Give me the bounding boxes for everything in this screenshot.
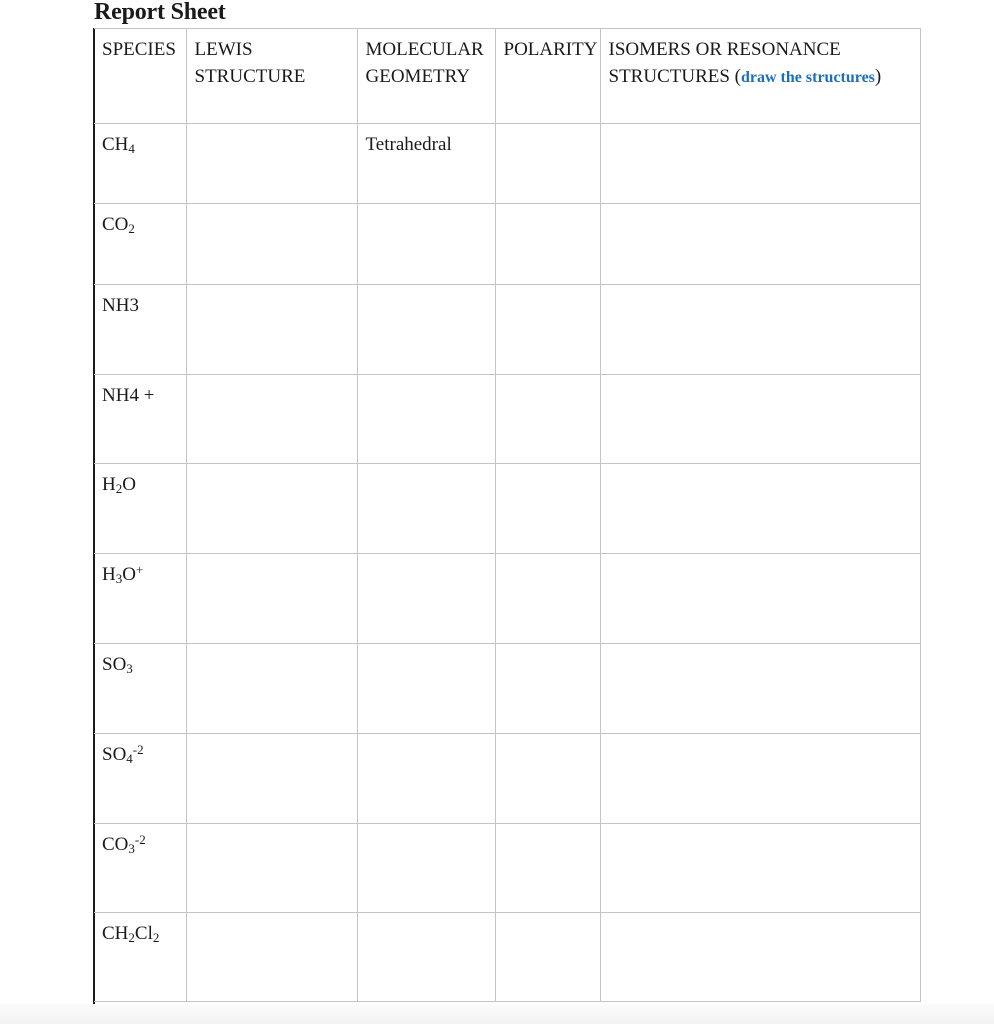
table-row	[94, 464, 920, 554]
cell-species	[94, 554, 186, 644]
species-base: NH4 +	[102, 385, 155, 406]
cell-polarity[interactable]	[495, 375, 600, 464]
species-charge: -2	[134, 832, 146, 847]
page-title: Report Sheet	[94, 0, 226, 25]
cell-lewis-structure[interactable]	[186, 734, 357, 824]
species-base: CO	[102, 834, 129, 855]
table-row	[94, 913, 920, 1002]
table-row	[94, 734, 920, 824]
cell-isomers[interactable]	[600, 375, 920, 464]
cell-isomers[interactable]	[600, 734, 920, 824]
cell-isomers[interactable]	[600, 124, 920, 204]
cell-lewis-structure[interactable]	[186, 464, 357, 554]
species-subscript: 3	[128, 841, 135, 856]
table-row	[94, 824, 920, 913]
cell-species	[94, 285, 186, 375]
species-base: CO	[102, 214, 129, 235]
cell-polarity[interactable]	[495, 124, 600, 204]
cell-molecular-geometry[interactable]	[357, 204, 495, 285]
species-charge: +	[135, 562, 144, 577]
cell-polarity[interactable]	[495, 644, 600, 734]
header-isomers-instruction: draw the structures	[741, 68, 875, 86]
header-polarity: POLARITY	[495, 29, 600, 124]
species-subscript: 2	[128, 221, 135, 236]
species-tail: O	[122, 564, 136, 585]
species-subscript: 2	[128, 930, 135, 945]
table-row	[94, 285, 920, 375]
table-row	[94, 124, 920, 204]
header-species: SPECIES	[94, 29, 186, 124]
cell-species	[94, 913, 186, 1002]
cell-molecular-geometry[interactable]: Tetrahedral	[357, 124, 495, 204]
cell-polarity[interactable]	[495, 734, 600, 824]
species-subscript: 2	[115, 481, 123, 496]
header-isomers	[600, 29, 920, 124]
species-tail: O	[122, 474, 136, 495]
cell-lewis-structure[interactable]	[186, 554, 357, 644]
cell-polarity[interactable]	[495, 554, 600, 644]
species-base: CH	[102, 923, 129, 944]
species-subscript: 4	[128, 141, 135, 156]
cell-isomers[interactable]	[600, 554, 920, 644]
table-body	[94, 124, 920, 1002]
cell-polarity[interactable]	[495, 824, 600, 913]
header-lewis-structure: LEWIS STRUCTURE	[186, 29, 357, 124]
species-subscript: 3	[115, 571, 123, 586]
cell-isomers[interactable]	[600, 464, 920, 554]
cell-polarity[interactable]	[495, 913, 600, 1002]
species-base: SO	[102, 654, 127, 675]
species-base: SO	[102, 744, 127, 765]
cell-isomers[interactable]	[600, 285, 920, 375]
cell-molecular-geometry[interactable]	[357, 464, 495, 554]
cell-polarity[interactable]	[495, 285, 600, 375]
table-row	[94, 375, 920, 464]
cell-polarity[interactable]	[495, 464, 600, 554]
cell-lewis-structure[interactable]	[186, 375, 357, 464]
cell-isomers[interactable]	[600, 913, 920, 1002]
cell-molecular-geometry[interactable]	[357, 913, 495, 1002]
cell-lewis-structure[interactable]	[186, 285, 357, 375]
table-row	[94, 204, 920, 285]
cell-species	[94, 464, 186, 554]
report-table	[94, 28, 921, 1002]
bottom-edge	[0, 1004, 994, 1024]
cell-molecular-geometry[interactable]	[357, 285, 495, 375]
cell-isomers[interactable]	[600, 644, 920, 734]
cell-molecular-geometry[interactable]	[357, 824, 495, 913]
cell-species	[94, 124, 186, 204]
table-row	[94, 644, 920, 734]
cell-lewis-structure[interactable]	[186, 204, 357, 285]
header-row	[94, 29, 920, 124]
cell-polarity[interactable]	[495, 204, 600, 285]
header-molecular-geometry: MOLECULAR GEOMETRY	[357, 29, 495, 124]
species-base: CH	[102, 134, 129, 155]
cell-molecular-geometry[interactable]	[357, 554, 495, 644]
cell-lewis-structure[interactable]	[186, 913, 357, 1002]
species-tail: Cl	[134, 923, 153, 944]
species-subscript: 4	[126, 751, 133, 766]
header-isomers-close: )	[874, 65, 882, 87]
species-base: H	[102, 474, 116, 495]
species-charge: -2	[132, 742, 144, 757]
cell-lewis-structure[interactable]	[186, 644, 357, 734]
species-base: NH3	[102, 295, 139, 316]
cell-molecular-geometry[interactable]	[357, 644, 495, 734]
cell-isomers[interactable]	[600, 824, 920, 913]
cell-molecular-geometry[interactable]	[357, 375, 495, 464]
cell-species	[94, 375, 186, 464]
cell-species	[94, 644, 186, 734]
cell-lewis-structure[interactable]	[186, 824, 357, 913]
cell-lewis-structure[interactable]	[186, 124, 357, 204]
table-row	[94, 554, 920, 644]
cell-isomers[interactable]	[600, 204, 920, 285]
species-base: H	[102, 564, 116, 585]
cell-molecular-geometry[interactable]	[357, 734, 495, 824]
cell-species	[94, 204, 186, 285]
cell-species	[94, 824, 186, 913]
header-isomers-text: ISOMERS OR RESONANCE STRUCTURES (	[608, 39, 841, 87]
cell-species	[94, 734, 186, 824]
species-subscript-2: 2	[152, 930, 160, 945]
species-subscript: 3	[126, 661, 133, 676]
